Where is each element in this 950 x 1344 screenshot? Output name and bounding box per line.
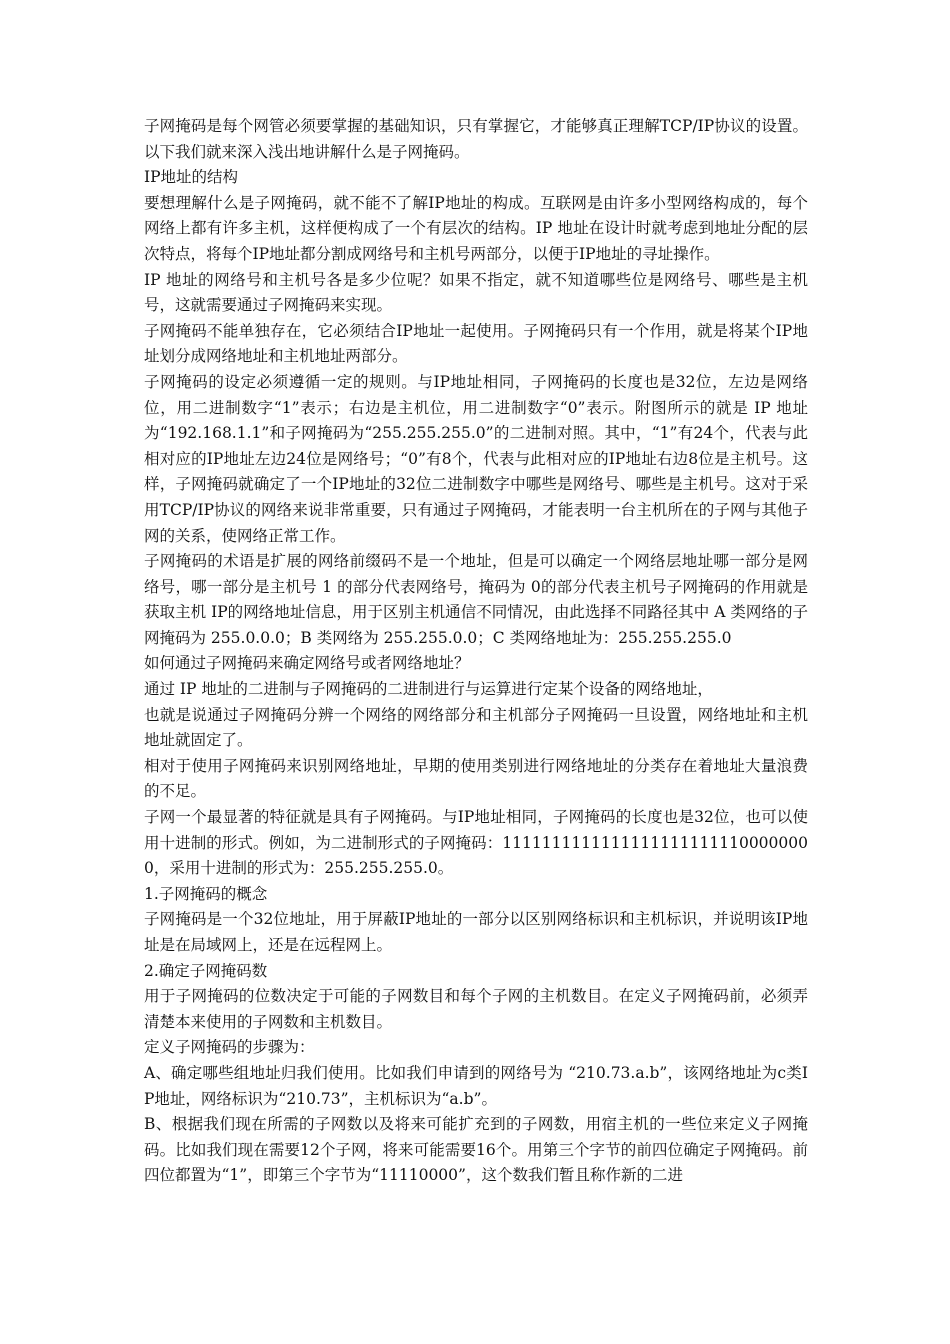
decimal-form-paragraph: 子网一个最显著的特征就是具有子网掩码。与IP地址相同，子网掩码的长度也是32位，也可以使用十进制的形式。例如，为二进制形式的子网掩码：11111111111111111111111100000000，采用十进制的形式为：255.255.255.0。 (144, 808, 808, 878)
and-operation-paragraph: 通过 IP 地址的二进制与子网掩码的二进制进行与运算进行定某个设备的网络地址， (144, 680, 713, 699)
concept-paragraph: 子网掩码是一个32位地址，用于屏蔽IP地址的一部分以区别网络标识和主机标识，并说明该IP地址是在局域网上，还是在远程网上。 (144, 910, 808, 954)
steps-heading: 定义子网掩码的步骤为： (144, 1038, 315, 1057)
determine-paragraph: 用于子网掩码的位数决定于可能的子网数目和每个子网的主机数目。在定义子网掩码前，必须弄清楚本来使用的子网数和主机数目。 (144, 987, 808, 1031)
section-heading-determine: 2.确定子网掩码数 (144, 961, 268, 980)
network-host-bits-paragraph: IP 地址的网络号和主机号各是多少位呢？如果不指定，就不知道哪些位是网络号、哪些是主机号，这就需要通过子网掩码来实现。 (144, 270, 808, 315)
mask-fixed-paragraph: 也就是说通过子网掩码分辨一个网络的网络部分和主机部分子网掩码一旦设置，网络地址和主机地址就固定了。 (144, 705, 808, 750)
question-heading: 如何通过子网掩码来确定网络号或者网络地址？ (144, 654, 470, 673)
classful-waste-paragraph: 相对于使用子网掩码来识别网络地址，早期的使用类别进行网络地址的分类存在着地址大量浪费的不足。 (144, 756, 808, 801)
step-a-paragraph: A、确定哪些组地址归我们使用。比如我们申请到的网络号为 “210.73.a.b”，该网络地址为c类IP地址，网络标识为“210.73”，主机标识为“a.b”。 (144, 1063, 808, 1108)
intro-paragraph: 子网掩码是每个网管必须要掌握的基础知识，只有掌握它，才能够真正理解TCP/IP协议的设置。以下我们就来深入浅出地讲解什么是子网掩码。 (144, 117, 808, 161)
section-heading-concept: 1.子网掩码的概念 (144, 884, 268, 903)
step-b-paragraph: B、根据我们现在所需的子网数以及将来可能扩充到的子网数，用宿主机的一些位来定义子网掩码。比如我们现在需要12个子网，将来可能需要16个。用第三个字节的前四位确定子网掩码。前四位都置为“1”，即第三个字节为“11110000”，这个数我们暂且称作新的二进 (144, 1115, 808, 1185)
mask-terminology-paragraph: 子网掩码的术语是扩展的网络前缀码不是一个地址，但是可以确定一个网络层地址哪一部分是网络号，哪一部分是主机号 1 的部分代表网络号，掩码为 0的部分代表主机号子网掩码的作用就是获取主机 IP的网络地址信息，用于区别主机通信不同情况，由此选择不同路径其中 A 类网络的子网掩码为 255.0.0.0；B 类网络为 255.255.0.0；C 类网络地址为：255.255.255.0 (144, 552, 808, 647)
mask-usage-paragraph: 子网掩码不能单独存在，它必须结合IP地址一起使用。子网掩码只有一个作用，就是将某个IP地址划分成网络地址和主机地址两部分。 (144, 321, 808, 366)
ip-structure-paragraph: 要想理解什么是子网掩码，就不能不了解IP地址的构成。互联网是由许多小型网络构成的，每个网络上都有许多主机，这样便构成了一个有层次的结构。IP 地址在设计时就考虑到地址分配的层次特点，将每个IP地址都分割成网络号和主机号两部分，以便于IP地址的寻址操作。 (144, 193, 808, 263)
section-heading-ip-structure: IP地址的结构 (144, 168, 239, 187)
mask-rules-paragraph: 子网掩码的设定必须遵循一定的规则。与IP地址相同，子网掩码的长度也是32位，左边是网络位，用二进制数字“1”表示；右边是主机位，用二进制数字“0”表示。附图所示的就是 IP 地址为“192.168.1.1”和子网掩码为“255.255.255.0”的二进制对照。其中，“1”有24个，代表与此相对应的IP地址左边24位是网络号；“0”有8个，代表与此相对应的IP地址右边8位是主机号。这样，子网掩码就确定了一个IP地址的32位二进制数字中哪些是网络号、哪些是主机号。这对于采用TCP/IP协议的网络来说非常重要，只有通过子网掩码，才能表明一台主机所在的子网与其他子网的关系，使网络正常工作。 (144, 372, 808, 545)
document-page (144, 114, 808, 1189)
